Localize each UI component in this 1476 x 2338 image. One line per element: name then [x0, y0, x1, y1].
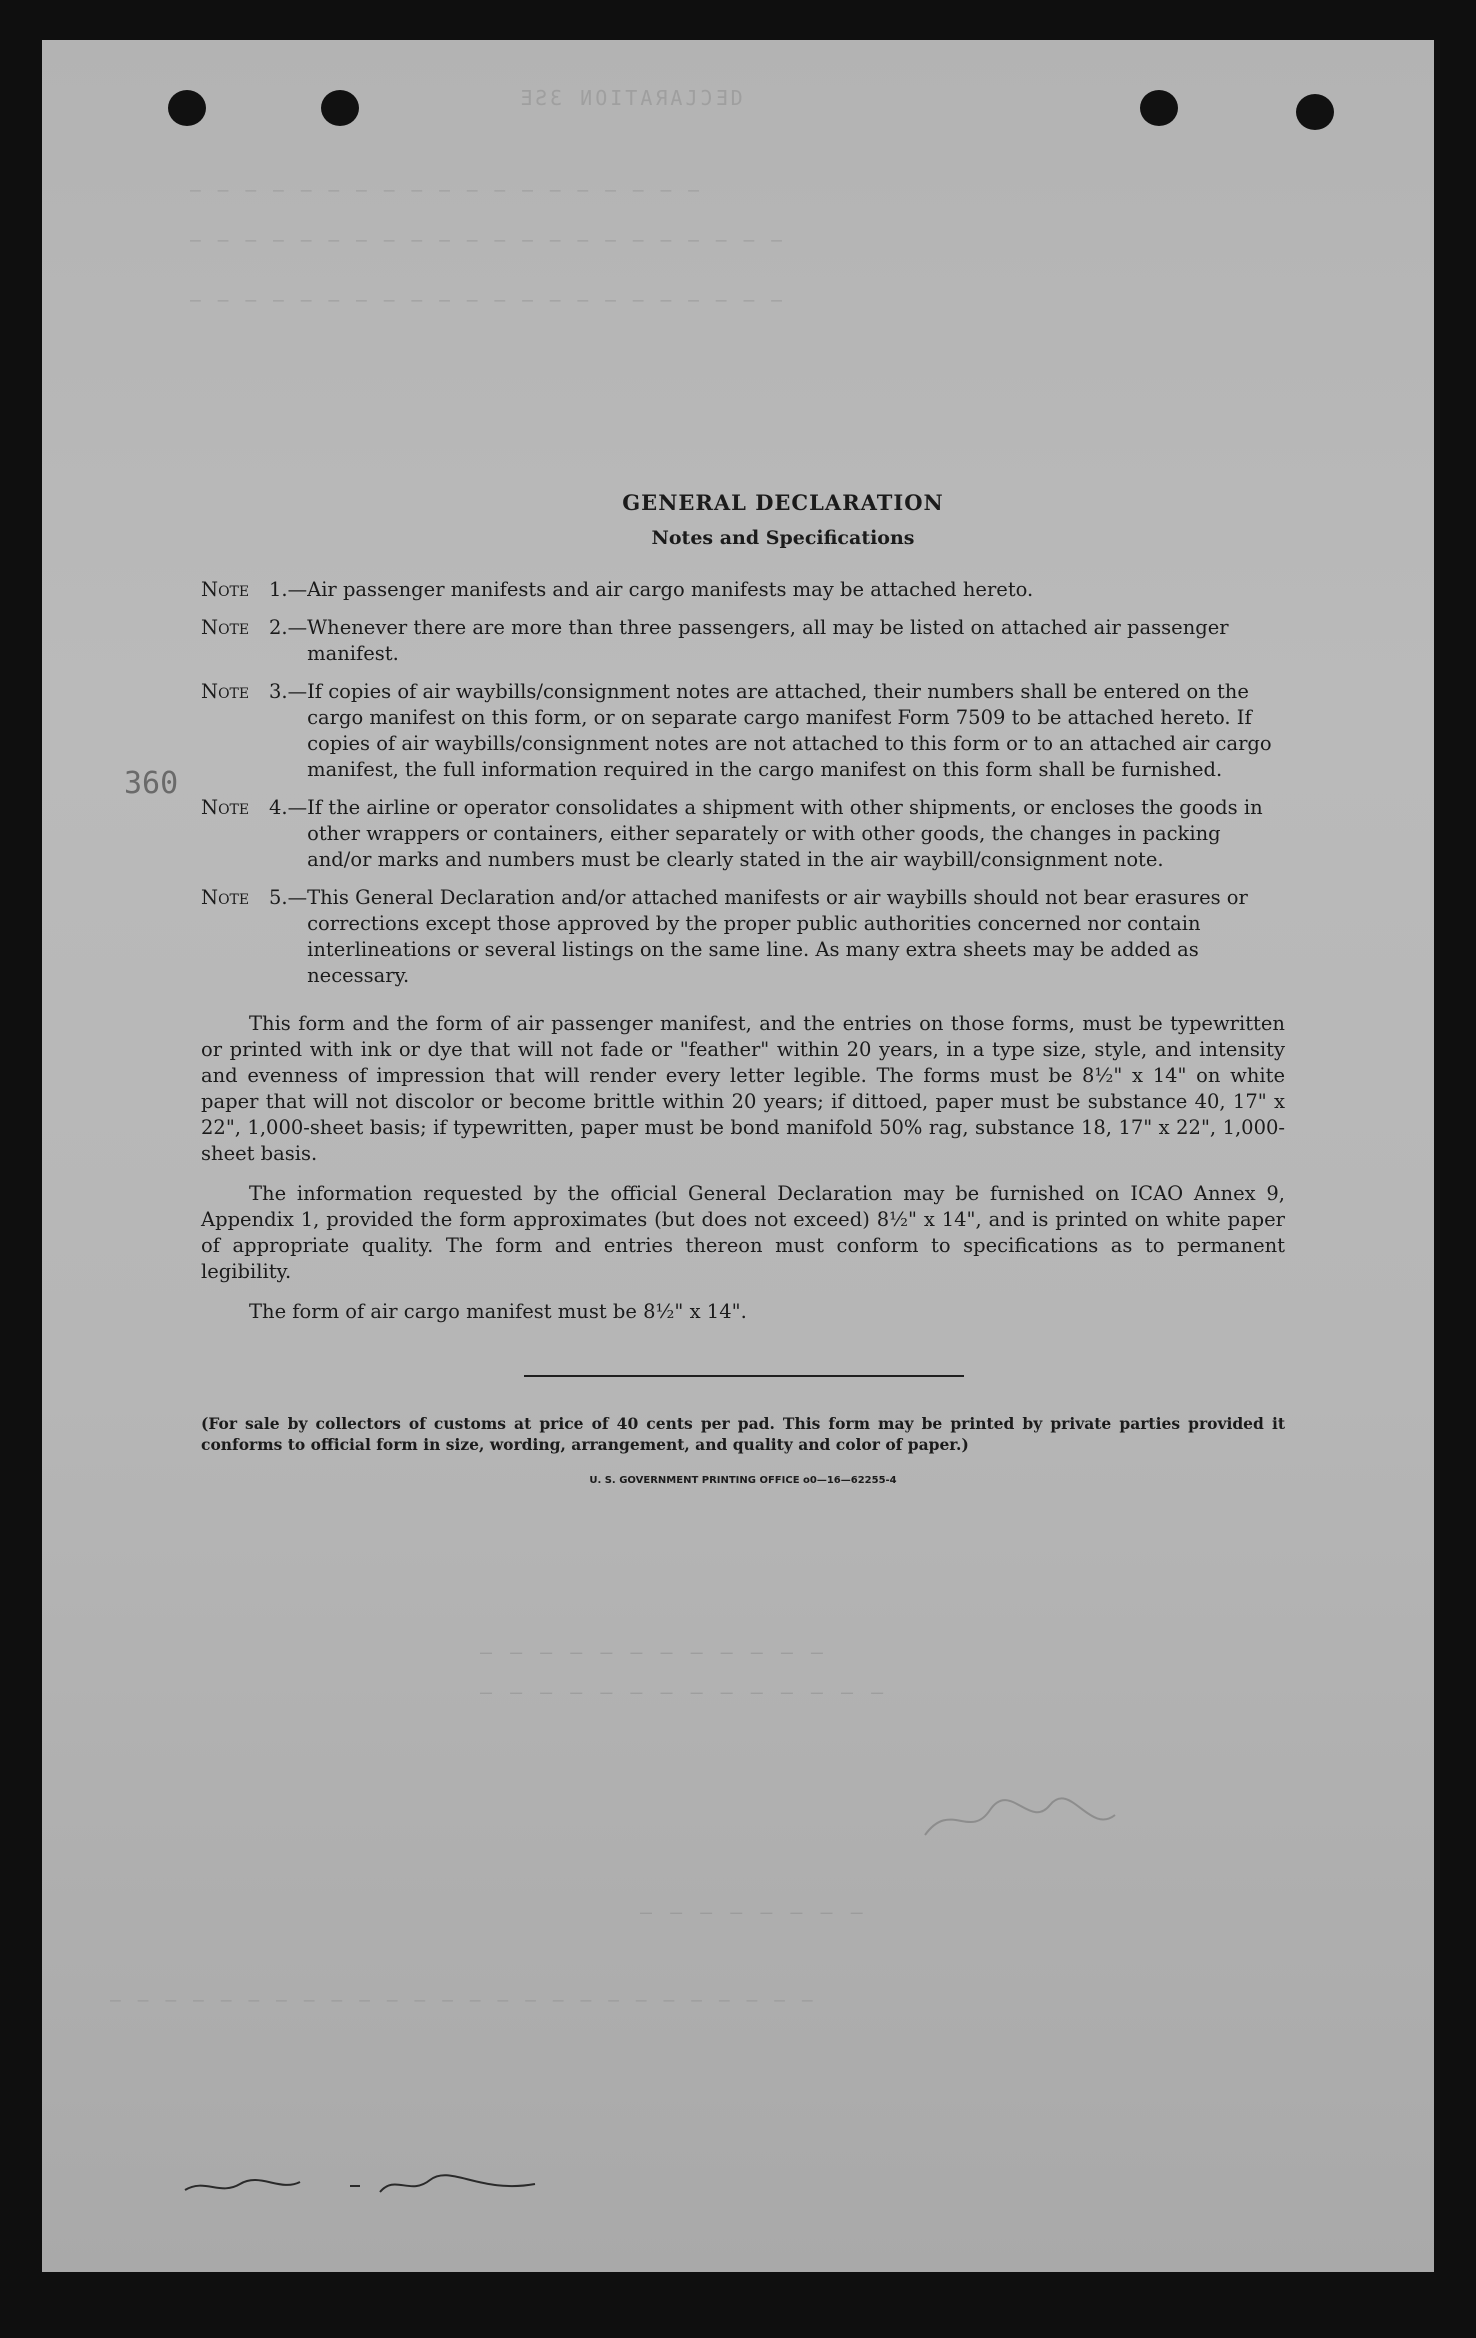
note-4 [201, 795, 1285, 873]
punch-hole-1 [168, 90, 206, 126]
note-5 [201, 885, 1285, 989]
bleed-through-text: ƎƧƐ ИOITAЯAJƆƎD [520, 86, 746, 110]
bleed-through-text: — — — — — — — — — — — — — — — — — — — — — — [190, 230, 785, 251]
page-subtitle: Notes and Specifications [651, 527, 915, 549]
printing-office-imprint: U. S. GOVERNMENT PRINTING OFFICE o0—16—62255-4 [589, 1475, 897, 1486]
bleed-through-text: — — — — — — — — [640, 1900, 866, 1924]
note-1 [201, 577, 1285, 603]
note-label: Note [201, 680, 250, 703]
side-stamp-number: 360 [124, 766, 179, 801]
notes-content [201, 490, 1285, 1486]
bleed-through-text: — — — — — — — — — — — — — — — — — — — [190, 180, 702, 201]
note-number: 4.— [269, 796, 308, 819]
signature-image [180, 2170, 540, 2200]
note-number: 3.— [269, 680, 308, 703]
page-title: GENERAL DECLARATION [622, 490, 944, 515]
faint-signature-image [920, 1790, 1120, 1850]
note-3 [201, 679, 1285, 783]
punch-hole-4 [1296, 94, 1334, 130]
note-text: If copies of air waybills/consignment notes are attached, their numbers shall be entered on the cargo manifest on this form, or on separate cargo manifest Form 7509 to be attached hereto. If copies of air waybills/consignment notes are not attached to this form or to an attached air cargo manifest, the full information required in the cargo manifest on this form shall be furnished. [307, 680, 1272, 781]
bleed-through-text: — — — — — — — — — — — — — — — — — — — — — — [190, 290, 785, 311]
paragraph-icao: The information requested by the official General Declaration may be furnished on ICAO Annex 9, Appendix 1, provided the form approximates (but does not exceed) 8½" x 14", and is printed on white paper of appropriate quality. The form and entries thereon must conform to specifications as to permanent legibility. [201, 1182, 1285, 1283]
note-label: Note [201, 578, 250, 601]
note-label: Note [201, 796, 250, 819]
bleed-through-text: — — — — — — — — — — — — — — [480, 1680, 887, 1704]
note-label: Note [201, 616, 250, 639]
note-2 [201, 615, 1285, 667]
punch-hole-2 [321, 90, 359, 126]
punch-hole-3 [1140, 90, 1178, 126]
note-label: Note [201, 886, 250, 909]
note-text: This General Declaration and/or attached manifests or air waybills should not bear erasures or corrections except those approved by the proper public authorities concerned nor contain interlineations or several listings on the same line. As many extra sheets may be added as necessary. [307, 886, 1248, 987]
notes-list [201, 577, 1285, 989]
divider-rule [524, 1375, 964, 1377]
note-number: 1.— [269, 578, 308, 601]
note-text: If the airline or operator consolidates a shipment with other shipments, or encloses the goods in other wrappers or containers, either separately or with other goods, the changes in packing and/or marks and numbers must be clearly stated in the air waybill/consignment note. [307, 796, 1263, 871]
sale-notice: (For sale by collectors of customs at price of 40 cents per pad. This form may be printed by private parties provided it conforms to official form in size, wording, arrangement, and quality and color of paper.) [201, 1414, 1285, 1454]
note-text: Air passenger manifests and air cargo manifests may be attached hereto. [307, 578, 1034, 601]
note-number: 5.— [269, 886, 308, 909]
note-text: Whenever there are more than three passengers, all may be listed on attached air passenger manifest. [307, 616, 1229, 665]
paragraph-form-requirements: This form and the form of air passenger manifest, and the entries on those forms, must be typewritten or printed with ink or dye that will not fade or "feather" within 20 years, in a type size, style, and intensity and evenness of impression that will render every letter legible. The forms must be 8½" x 14" on white paper that will not discolor or become brittle within 20 years; if dittoed, paper must be substance 40, 17" x 22", 1,000-sheet basis; if typewritten, paper must be bond manifold 50% rag, substance 18, 17" x 22", 1,000-sheet basis. [201, 1012, 1285, 1165]
paragraph-cargo-size: The form of air cargo manifest must be 8½" x 14". [249, 1300, 747, 1323]
bleed-through-text: — — — — — — — — — — — — [480, 1640, 826, 1664]
note-number: 2.— [269, 616, 308, 639]
bleed-through-text: — — — — — — — — — — — — — — — — — — — — — — — — — — [110, 1990, 816, 2011]
